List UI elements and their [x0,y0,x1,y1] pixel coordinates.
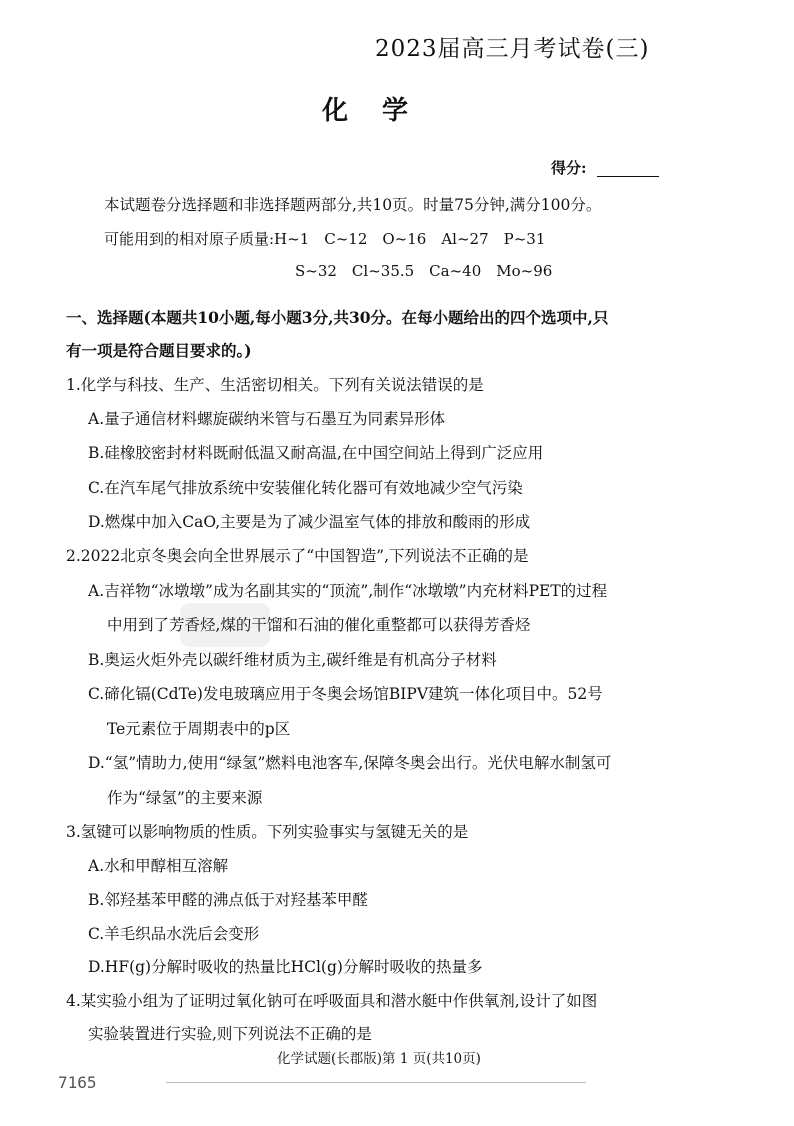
question-1-option-d: D.燃煤中加入CaO,主要是为了减少温室气体的排放和酸雨的形成 [88,513,531,531]
bottom-rule [166,1082,586,1083]
question-3-option-c: C.羊毛织品水洗后会变形 [88,925,260,943]
atomic-masses-line-2: S~32 Cl~35.5 Ca~40 Mo~96 [295,262,553,280]
question-2-stem: 2.2022北京冬奥会向全世界展示了“中国智造”,下列说法不正确的是 [66,547,529,565]
question-1-stem: 1.化学与科技、生产、生活密切相关。下列有关说法错误的是 [66,376,484,394]
subject-title: 化学 [322,96,443,126]
section-heading: 一、选择题(本题共10小题,每小题3分,共30分。在每小题给出的四个选项中,只 [66,308,609,327]
question-2-option-c-cont: Te元素位于周期表中的p区 [107,720,291,738]
question-1-option-c: C.在汽车尾气排放系统中安装催化转化器可有效地减少空气污染 [88,479,523,497]
question-3-option-d: D.HF(g)分解时吸收的热量比HCl(g)分解时吸收的热量多 [88,958,483,976]
question-3-option-b: B.邻羟基苯甲醛的沸点低于对羟基苯甲醛 [88,891,368,909]
question-3-stem: 3.氢键可以影响物质的性质。下列实验事实与氢键无关的是 [66,823,469,841]
exam-instruction: 本试题卷分选择题和非选择题两部分,共10页。时量75分钟,满分100分。 [104,196,602,214]
question-4-stem: 4.某实验小组为了证明过氧化钠可在呼吸面具和潜水艇中作供氧剂,设计了如图 [66,992,598,1010]
question-4-stem-cont: 实验装置进行实验,则下列说法不正确的是 [88,1025,372,1043]
question-2-option-a-cont: 中用到了芳香烃,煤的干馏和石油的催化重整都可以获得芳香烃 [107,616,531,634]
score-blank-line [597,176,659,177]
question-2-option-d: D.“氢”情助力,使用“绿氢”燃料电池客车,保障冬奥会出行。光伏电解水制氢可 [88,754,612,772]
question-3-option-a: A.水和甲醇相互溶解 [88,857,229,875]
question-2-option-d-cont: 作为“绿氢”的主要来源 [107,789,263,807]
question-1-option-a: A.量子通信材料螺旋碳纳米管与石墨互为同素异形体 [88,410,446,428]
question-2-option-b: B.奥运火炬外壳以碳纤维材质为主,碳纤维是有机高分子材料 [88,651,497,669]
question-2-option-c: C.碲化镉(CdTe)发电玻璃应用于冬奥会场馆BIPV建筑一体化项目中。52号 [88,685,603,703]
score-label: 得分: [551,159,587,177]
page-footer: 化学试题(长郡版)第 1 页(共10页) [277,1051,481,1067]
corner-scan-mark: 7165 [58,1073,97,1092]
question-1-option-b: B.硅橡胶密封材料既耐低温又耐高温,在中国空间站上得到广泛应用 [88,444,544,462]
question-2-option-a: A.吉祥物“冰墩墩”成为名副其实的“顶流”,制作“冰墩墩”内充材料PET的过程 [88,582,608,600]
exam-title: 2023届高三月考试卷(三) [375,36,650,62]
atomic-masses-line-1: 可能用到的相对原子质量:H~1 C~12 O~16 Al~27 P~31 [104,230,546,248]
section-heading-cont: 有一项是符合题目要求的。) [66,341,252,360]
